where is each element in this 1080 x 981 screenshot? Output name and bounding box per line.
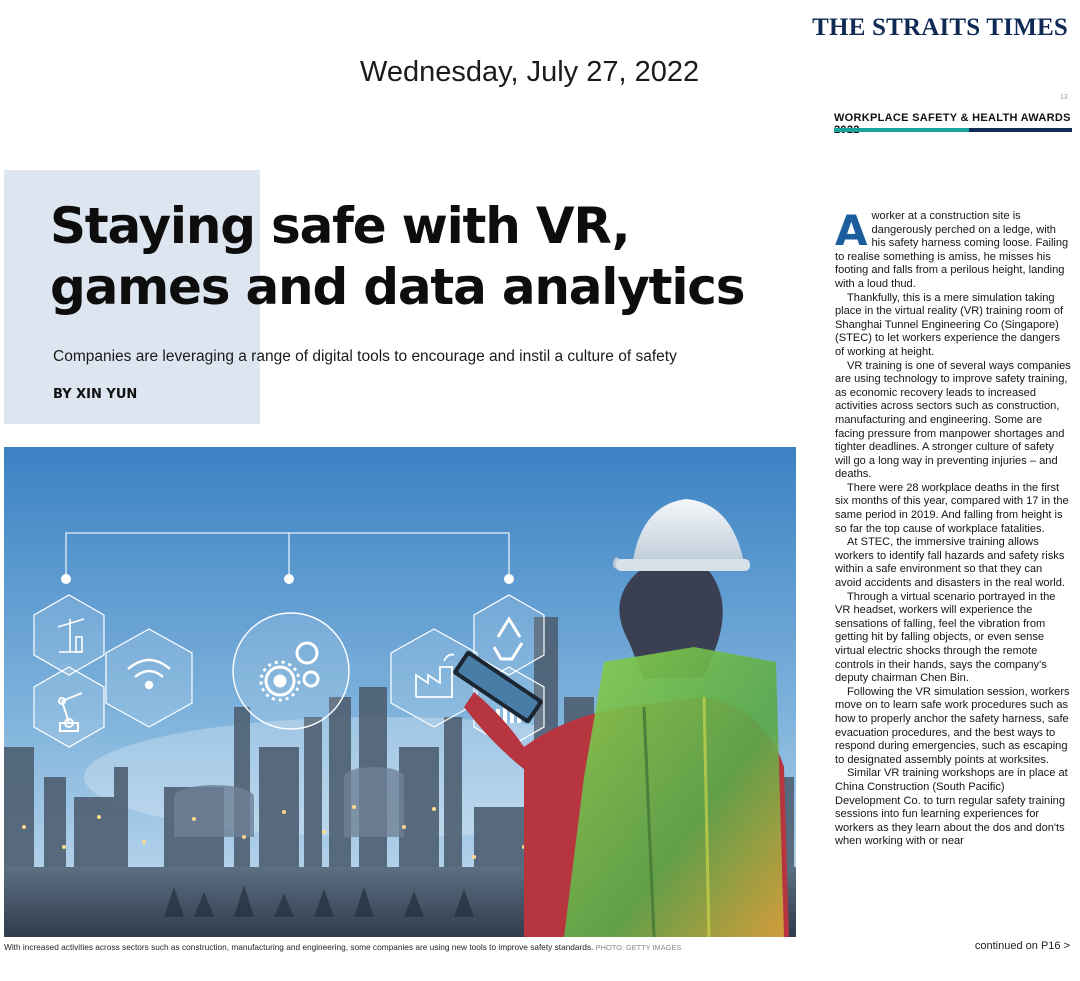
- caption-text: With increased activities across sectors such as construction, manufacturing and engineering, some companies are using new tools to improve safety standards.: [4, 942, 594, 952]
- photo-credit: PHOTO: GETTY IMAGES: [595, 943, 682, 952]
- article-paragraph-3: VR training is one of several ways companies are using technology to improve safety training, as economic recovery leads to increased activities across sectors such as construction, manufacturing and engineering. Some are facing pressure from manpower shortages and tighter deadlines. A stronger culture of safety will go a long way in preventing injuries – and deaths.: [835, 359, 1071, 481]
- page-number: 13: [1060, 94, 1068, 101]
- standfirst: Companies are leveraging a range of digital tools to encourage and instil a culture of safety: [53, 348, 677, 365]
- section-rule: [834, 128, 1072, 132]
- article-paragraph-7: Following the VR simulation session, workers move on to learn safe work procedures such as how to properly anchor the safety harness, safe evacuation procedures, and the best ways to respond during emergencies, such as escaping to designated assembly points at worksites.: [835, 685, 1070, 766]
- article-paragraph-6: Through a virtual scenario portrayed in the VR headset, workers will experience the sensations of falling, feel the vibration from getting hit by falling objects, or even sense virtual electric shocks through the remote controls in their hands, says the company's deputy chairman Chen Bin.: [835, 590, 1056, 685]
- section-tag: WORKPLACE SAFETY & HEALTH AWARDS: [834, 112, 1071, 124]
- drop-cap: A: [835, 206, 868, 255]
- headline: Staying safe with VR, games and data analytics: [50, 197, 745, 316]
- masthead: THE STRAITS TIMES: [812, 14, 1068, 41]
- article-paragraph-5: At STEC, the immersive training allows workers to identify fall hazards and safety risks within a safe environment so that they can avoid accidents and disasters in the real world.: [835, 536, 1066, 590]
- first-paragraph-text: worker at a construction site is dangerously perched on a ledge, with his safety harness coming loose. Failing to realise something is amiss, he misses his footing and falls from a perilous height, landing with a loud thud.: [835, 210, 1069, 290]
- photo-caption: [4, 942, 804, 952]
- article-paragraph-8: Similar VR training workshops are in place at China Construction (South Pacific) Development Co. to turn regular safety training sessions into fun learning experiences for workers as they learn about the dos and don'ts when working with or near: [835, 767, 1068, 848]
- article-paragraph-4: There were 28 workplace deaths in the first six months of this year, compared with 17 in the same period in 2019. And falling from height is so far the top cause of workplace fatalities.: [835, 481, 1069, 535]
- article-paragraph-1: [835, 206, 1071, 292]
- article-body: [835, 206, 1071, 849]
- article-paragraph-2: Thankfully, this is a mere simulation taking place in the virtual reality (VR) training room of Shanghai Tunnel Engineering Co (Singapore) (STEC) to let workers experience the dangers of working at height.: [835, 291, 1064, 358]
- lead-photo: [4, 447, 796, 937]
- byline: BY XIN YUN: [53, 387, 138, 402]
- continued-link[interactable]: continued on P16 >: [974, 940, 1070, 952]
- issue-date: Wednesday, July 27, 2022: [360, 56, 700, 88]
